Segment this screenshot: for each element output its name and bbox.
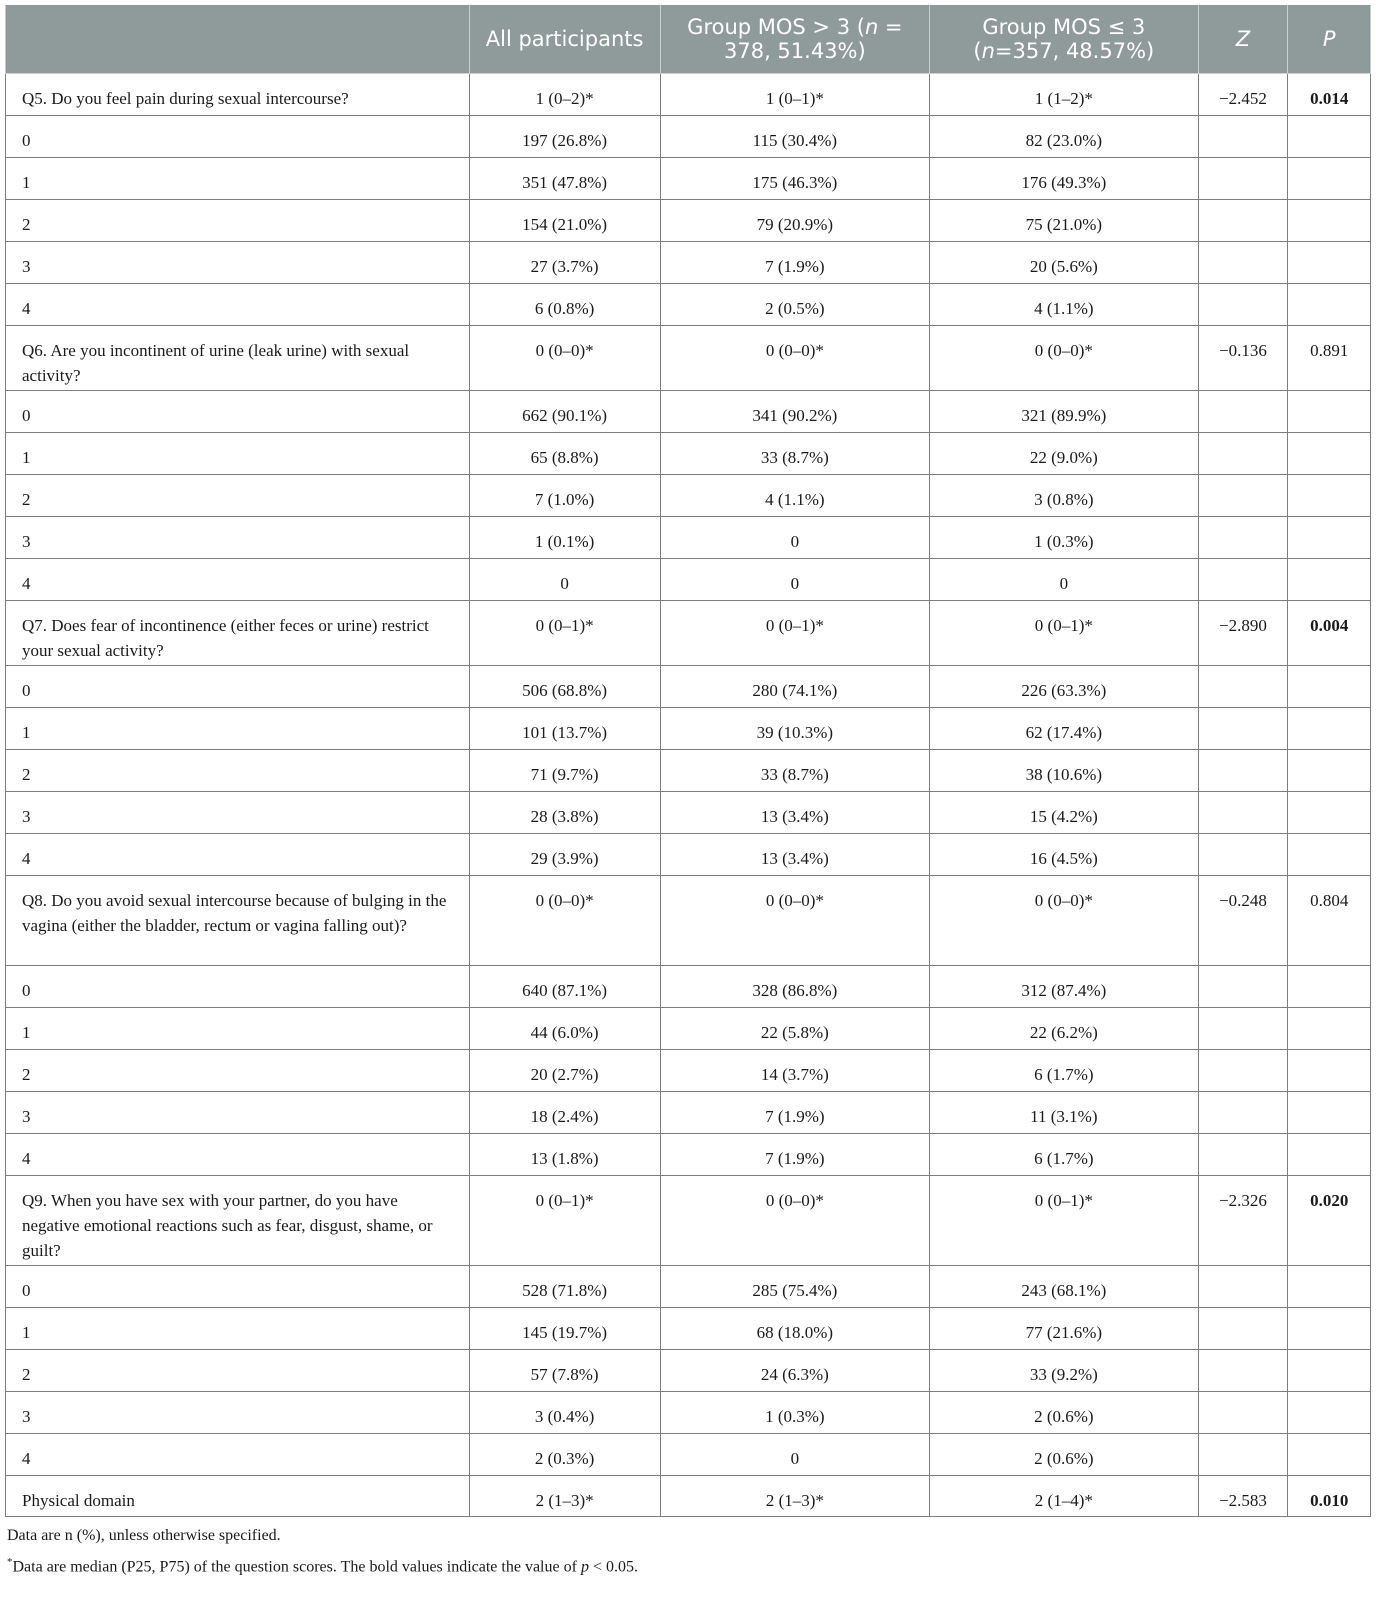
cell-label: 4 — [6, 1134, 470, 1176]
table-row — [6, 475, 1371, 517]
cell-group-mos-at-most-3: 0 — [930, 559, 1198, 601]
cell-group-mos-at-most-3: 3 (0.8%) — [930, 475, 1198, 517]
cell-z: −0.248 — [1198, 876, 1288, 966]
table-row — [6, 876, 1371, 966]
cell-z: −2.890 — [1198, 601, 1288, 666]
cell-label: 0 — [6, 1266, 470, 1308]
cell-group-mos-above-3: 1 (0.3%) — [660, 1392, 929, 1434]
header-group-mos-at-most-3 — [930, 5, 1198, 74]
table-notes — [5, 1523, 1371, 1580]
table-container — [5, 5, 1371, 1580]
cell-p — [1288, 1392, 1371, 1434]
cell-all-participants: 0 (0–1)* — [469, 1176, 660, 1266]
table-row — [6, 601, 1371, 666]
cell-all-participants: 3 (0.4%) — [469, 1392, 660, 1434]
header-g2-n: n — [981, 39, 995, 63]
cell-z — [1198, 666, 1288, 708]
cell-p — [1288, 1434, 1371, 1476]
cell-p — [1288, 708, 1371, 750]
cell-group-mos-above-3: 1 (0–1)* — [660, 74, 929, 116]
cell-group-mos-above-3: 2 (1–3)* — [660, 1476, 929, 1517]
table-row — [6, 116, 1371, 158]
header-group-mos-above-3 — [660, 5, 929, 74]
cell-label: 4 — [6, 559, 470, 601]
cell-group-mos-at-most-3: 4 (1.1%) — [930, 284, 1198, 326]
cell-group-mos-at-most-3: 0 (0–0)* — [930, 876, 1198, 966]
cell-group-mos-above-3: 13 (3.4%) — [660, 834, 929, 876]
table-row — [6, 1392, 1371, 1434]
table-row — [6, 326, 1371, 391]
cell-group-mos-at-most-3: 77 (21.6%) — [930, 1308, 1198, 1350]
cell-group-mos-above-3: 22 (5.8%) — [660, 1008, 929, 1050]
cell-label: 1 — [6, 708, 470, 750]
cell-all-participants: 27 (3.7%) — [469, 242, 660, 284]
cell-all-participants: 640 (87.1%) — [469, 966, 660, 1008]
cell-z: −2.452 — [1198, 74, 1288, 116]
cell-z — [1198, 242, 1288, 284]
cell-z — [1198, 1308, 1288, 1350]
cell-group-mos-above-3: 13 (3.4%) — [660, 792, 929, 834]
cell-all-participants: 7 (1.0%) — [469, 475, 660, 517]
cell-group-mos-at-most-3: 38 (10.6%) — [930, 750, 1198, 792]
cell-z: −2.326 — [1198, 1176, 1288, 1266]
cell-label: 2 — [6, 750, 470, 792]
cell-z — [1198, 433, 1288, 475]
cell-all-participants: 20 (2.7%) — [469, 1050, 660, 1092]
cell-p — [1288, 1050, 1371, 1092]
cell-p: 0.010 — [1288, 1476, 1371, 1517]
cell-z: −0.136 — [1198, 326, 1288, 391]
cell-all-participants: 0 (0–0)* — [469, 876, 660, 966]
cell-p — [1288, 666, 1371, 708]
cell-z — [1198, 750, 1288, 792]
cell-group-mos-at-most-3: 176 (49.3%) — [930, 158, 1198, 200]
cell-all-participants: 197 (26.8%) — [469, 116, 660, 158]
cell-label: 0 — [6, 391, 470, 433]
cell-p: 0.014 — [1288, 74, 1371, 116]
cell-label: Q6. Are you incontinent of urine (leak urine) with sexual activity? — [6, 326, 470, 391]
cell-group-mos-above-3: 175 (46.3%) — [660, 158, 929, 200]
cell-label: Q7. Does fear of incontinence (either feces or urine) restrict your sexual activity? — [6, 601, 470, 666]
cell-group-mos-above-3: 2 (0.5%) — [660, 284, 929, 326]
cell-label: 0 — [6, 666, 470, 708]
cell-all-participants: 71 (9.7%) — [469, 750, 660, 792]
cell-p: 0.004 — [1288, 601, 1371, 666]
cell-group-mos-above-3: 33 (8.7%) — [660, 750, 929, 792]
cell-group-mos-at-most-3: 82 (23.0%) — [930, 116, 1198, 158]
cell-p: 0.804 — [1288, 876, 1371, 966]
cell-label: Q8. Do you avoid sexual intercourse because of bulging in the vagina (either the bladder, rectum or vagina falling out)? — [6, 876, 470, 966]
cell-z — [1198, 966, 1288, 1008]
cell-group-mos-at-most-3: 0 (0–1)* — [930, 1176, 1198, 1266]
cell-group-mos-at-most-3: 20 (5.6%) — [930, 242, 1198, 284]
table-row — [6, 1008, 1371, 1050]
cell-group-mos-at-most-3: 2 (0.6%) — [930, 1392, 1198, 1434]
cell-p: 0.020 — [1288, 1176, 1371, 1266]
cell-all-participants: 528 (71.8%) — [469, 1266, 660, 1308]
cell-all-participants: 0 (0–1)* — [469, 601, 660, 666]
cell-group-mos-at-most-3: 312 (87.4%) — [930, 966, 1198, 1008]
cell-z — [1198, 158, 1288, 200]
cell-group-mos-above-3: 0 — [660, 1434, 929, 1476]
cell-all-participants: 29 (3.9%) — [469, 834, 660, 876]
table-row — [6, 1176, 1371, 1266]
header-label — [6, 5, 470, 74]
cell-z — [1198, 1008, 1288, 1050]
table-row — [6, 242, 1371, 284]
cell-z — [1198, 559, 1288, 601]
cell-p — [1288, 475, 1371, 517]
cell-group-mos-above-3: 0 (0–0)* — [660, 876, 929, 966]
cell-p — [1288, 1134, 1371, 1176]
cell-group-mos-at-most-3: 22 (9.0%) — [930, 433, 1198, 475]
cell-group-mos-above-3: 7 (1.9%) — [660, 1134, 929, 1176]
table-row — [6, 200, 1371, 242]
note-asterisk: * — [7, 1556, 13, 1568]
table-row — [6, 433, 1371, 475]
note-line-2 — [7, 1549, 1371, 1580]
cell-group-mos-above-3: 285 (75.4%) — [660, 1266, 929, 1308]
cell-group-mos-above-3: 0 — [660, 517, 929, 559]
cell-group-mos-at-most-3: 6 (1.7%) — [930, 1134, 1198, 1176]
note-line-2-pre: Data are median (P25, P75) of the question scores. The bold values indicate the value of — [12, 1558, 581, 1576]
cell-p — [1288, 750, 1371, 792]
table-row — [6, 834, 1371, 876]
cell-group-mos-at-most-3: 75 (21.0%) — [930, 200, 1198, 242]
cell-group-mos-at-most-3: 1 (1–2)* — [930, 74, 1198, 116]
cell-all-participants: 28 (3.8%) — [469, 792, 660, 834]
cell-group-mos-above-3: 328 (86.8%) — [660, 966, 929, 1008]
cell-group-mos-above-3: 341 (90.2%) — [660, 391, 929, 433]
cell-label: 3 — [6, 517, 470, 559]
cell-p — [1288, 966, 1371, 1008]
cell-label: 3 — [6, 1392, 470, 1434]
cell-group-mos-at-most-3: 6 (1.7%) — [930, 1050, 1198, 1092]
cell-label: 3 — [6, 792, 470, 834]
cell-z — [1198, 1092, 1288, 1134]
cell-z: −2.583 — [1198, 1476, 1288, 1517]
cell-z — [1198, 1434, 1288, 1476]
table-row — [6, 391, 1371, 433]
cell-group-mos-at-most-3: 321 (89.9%) — [930, 391, 1198, 433]
cell-group-mos-above-3: 33 (8.7%) — [660, 433, 929, 475]
cell-p — [1288, 1266, 1371, 1308]
header-g1-n: n — [864, 15, 879, 39]
table-row — [6, 1134, 1371, 1176]
cell-group-mos-at-most-3: 2 (0.6%) — [930, 1434, 1198, 1476]
cell-z — [1198, 475, 1288, 517]
table-row — [6, 666, 1371, 708]
header-g1-pre: Group MOS > 3 ( — [687, 15, 865, 39]
results-table — [5, 5, 1371, 1517]
cell-all-participants: 154 (21.0%) — [469, 200, 660, 242]
header-row — [6, 5, 1371, 74]
cell-all-participants: 0 — [469, 559, 660, 601]
cell-p — [1288, 433, 1371, 475]
table-row — [6, 1308, 1371, 1350]
cell-z — [1198, 1350, 1288, 1392]
header-p: P — [1288, 5, 1371, 74]
cell-label: 3 — [6, 1092, 470, 1134]
cell-all-participants: 65 (8.8%) — [469, 433, 660, 475]
cell-group-mos-at-most-3: 22 (6.2%) — [930, 1008, 1198, 1050]
cell-all-participants: 506 (68.8%) — [469, 666, 660, 708]
cell-p — [1288, 284, 1371, 326]
cell-all-participants: 1 (0–2)* — [469, 74, 660, 116]
cell-all-participants: 18 (2.4%) — [469, 1092, 660, 1134]
cell-group-mos-above-3: 39 (10.3%) — [660, 708, 929, 750]
cell-p — [1288, 391, 1371, 433]
cell-label: 0 — [6, 966, 470, 1008]
cell-p — [1288, 1092, 1371, 1134]
cell-p — [1288, 242, 1371, 284]
cell-label: 2 — [6, 475, 470, 517]
cell-z — [1198, 517, 1288, 559]
cell-group-mos-at-most-3: 0 (0–0)* — [930, 326, 1198, 391]
header-g2-pre: Group MOS ≤ 3 ( — [973, 15, 1146, 63]
cell-group-mos-above-3: 24 (6.3%) — [660, 1350, 929, 1392]
cell-p: 0.891 — [1288, 326, 1371, 391]
cell-label: Q5. Do you feel pain during sexual intercourse? — [6, 74, 470, 116]
cell-p — [1288, 559, 1371, 601]
table-row — [6, 1266, 1371, 1308]
cell-group-mos-at-most-3: 15 (4.2%) — [930, 792, 1198, 834]
cell-z — [1198, 1050, 1288, 1092]
cell-z — [1198, 391, 1288, 433]
cell-p — [1288, 792, 1371, 834]
cell-group-mos-above-3: 68 (18.0%) — [660, 1308, 929, 1350]
cell-group-mos-at-most-3: 0 (0–1)* — [930, 601, 1198, 666]
cell-all-participants: 2 (0.3%) — [469, 1434, 660, 1476]
table-row — [6, 74, 1371, 116]
cell-p — [1288, 158, 1371, 200]
cell-label: 0 — [6, 116, 470, 158]
cell-group-mos-above-3: 0 (0–0)* — [660, 1176, 929, 1266]
cell-group-mos-at-most-3: 2 (1–4)* — [930, 1476, 1198, 1517]
cell-all-participants: 662 (90.1%) — [469, 391, 660, 433]
cell-all-participants: 1 (0.1%) — [469, 517, 660, 559]
table-row — [6, 1350, 1371, 1392]
table-row — [6, 1434, 1371, 1476]
cell-label: Q9. When you have sex with your partner, do you have negative emotional reactions such as fear, disgust, shame, or guilt? — [6, 1176, 470, 1266]
table-row — [6, 708, 1371, 750]
cell-p — [1288, 1308, 1371, 1350]
cell-group-mos-at-most-3: 11 (3.1%) — [930, 1092, 1198, 1134]
cell-z — [1198, 1266, 1288, 1308]
cell-group-mos-above-3: 7 (1.9%) — [660, 242, 929, 284]
cell-p — [1288, 116, 1371, 158]
cell-z — [1198, 284, 1288, 326]
note-line-2-post: < 0.05. — [588, 1558, 638, 1576]
cell-all-participants: 145 (19.7%) — [469, 1308, 660, 1350]
table-row — [6, 559, 1371, 601]
header-g2-post: =357, 48.57%) — [994, 39, 1155, 63]
cell-all-participants: 13 (1.8%) — [469, 1134, 660, 1176]
cell-group-mos-at-most-3: 33 (9.2%) — [930, 1350, 1198, 1392]
header-z: Z — [1198, 5, 1288, 74]
note-line-2-p: p — [580, 1558, 589, 1576]
cell-p — [1288, 200, 1371, 242]
cell-all-participants: 0 (0–0)* — [469, 326, 660, 391]
cell-group-mos-at-most-3: 62 (17.4%) — [930, 708, 1198, 750]
cell-group-mos-above-3: 4 (1.1%) — [660, 475, 929, 517]
cell-label: 1 — [6, 433, 470, 475]
cell-z — [1198, 200, 1288, 242]
header-g1-post: = 378, 51.43%) — [724, 15, 903, 63]
cell-group-mos-above-3: 0 (0–1)* — [660, 601, 929, 666]
table-row — [6, 1476, 1371, 1517]
cell-p — [1288, 1008, 1371, 1050]
cell-all-participants: 351 (47.8%) — [469, 158, 660, 200]
table-row — [6, 158, 1371, 200]
table-row — [6, 966, 1371, 1008]
cell-label: 2 — [6, 1350, 470, 1392]
cell-label: Physical domain — [6, 1476, 470, 1517]
cell-all-participants: 2 (1–3)* — [469, 1476, 660, 1517]
table-row — [6, 792, 1371, 834]
cell-group-mos-above-3: 14 (3.7%) — [660, 1050, 929, 1092]
cell-label: 3 — [6, 242, 470, 284]
cell-label: 4 — [6, 1434, 470, 1476]
cell-z — [1198, 834, 1288, 876]
cell-label: 4 — [6, 284, 470, 326]
cell-z — [1198, 708, 1288, 750]
table-row — [6, 1050, 1371, 1092]
cell-group-mos-above-3: 280 (74.1%) — [660, 666, 929, 708]
cell-group-mos-at-most-3: 16 (4.5%) — [930, 834, 1198, 876]
cell-label: 1 — [6, 1008, 470, 1050]
cell-group-mos-above-3: 7 (1.9%) — [660, 1092, 929, 1134]
cell-group-mos-at-most-3: 243 (68.1%) — [930, 1266, 1198, 1308]
cell-all-participants: 57 (7.8%) — [469, 1350, 660, 1392]
cell-group-mos-above-3: 79 (20.9%) — [660, 200, 929, 242]
cell-label: 2 — [6, 200, 470, 242]
cell-group-mos-above-3: 115 (30.4%) — [660, 116, 929, 158]
table-row — [6, 1092, 1371, 1134]
cell-all-participants: 101 (13.7%) — [469, 708, 660, 750]
note-line-1: Data are n (%), unless otherwise specified. — [7, 1527, 281, 1544]
table-row — [6, 517, 1371, 559]
cell-group-mos-at-most-3: 226 (63.3%) — [930, 666, 1198, 708]
table-row — [6, 750, 1371, 792]
table-body — [6, 74, 1371, 1517]
cell-label: 4 — [6, 834, 470, 876]
cell-z — [1198, 1392, 1288, 1434]
cell-group-mos-above-3: 0 — [660, 559, 929, 601]
cell-group-mos-at-most-3: 1 (0.3%) — [930, 517, 1198, 559]
cell-p — [1288, 834, 1371, 876]
cell-z — [1198, 1134, 1288, 1176]
cell-p — [1288, 517, 1371, 559]
cell-all-participants: 6 (0.8%) — [469, 284, 660, 326]
cell-p — [1288, 1350, 1371, 1392]
cell-group-mos-above-3: 0 (0–0)* — [660, 326, 929, 391]
cell-label: 2 — [6, 1050, 470, 1092]
cell-label: 1 — [6, 1308, 470, 1350]
table-row — [6, 284, 1371, 326]
cell-label: 1 — [6, 158, 470, 200]
header-all-participants: All participants — [469, 5, 660, 74]
cell-z — [1198, 116, 1288, 158]
cell-all-participants: 44 (6.0%) — [469, 1008, 660, 1050]
cell-z — [1198, 792, 1288, 834]
